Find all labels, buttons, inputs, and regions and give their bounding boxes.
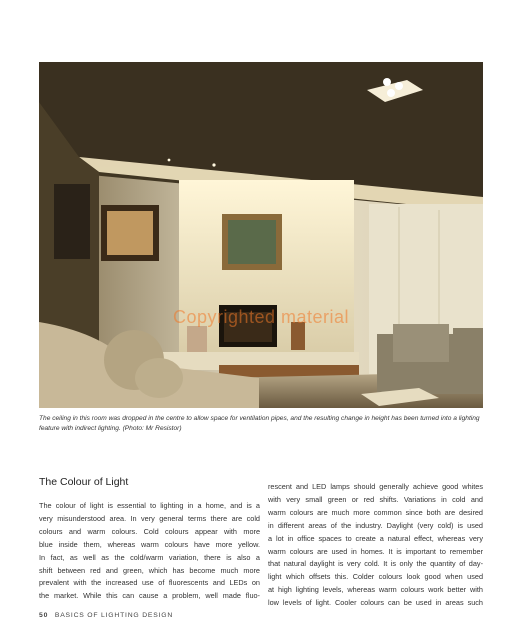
left-column [39,500,260,603]
body-line: The colour of light is essential to lighting in a home, and is a [39,501,260,510]
body-line: at high lighting levels, whereas warm colours work better with [268,585,483,595]
body-line: colours and warm colours. Cold colours appear with more [39,526,260,536]
body-line: very misunderstood area. In very general terms there are cold [39,513,260,523]
body-line: a lot in office spaces to create a natural effect, whereas very [268,533,483,543]
body-line: warm colours are used in homes. It is important to remember [268,546,483,556]
body-line: rescent and LED lamps should generally achieve good whites [268,482,483,491]
body-line: blue inside them, whereas warm colours have more yellow. [39,539,260,549]
body-line: prevalent with the increased use of fluorescents and LEDs on [39,578,260,588]
body-line: that natural daylight is very cold. It is only the quantity of day- [268,559,483,569]
room-photo-illustration [39,62,483,408]
page-footer [39,612,173,619]
body-line: in different areas of the industry. Daylight (very cold) is used [268,520,483,530]
running-title: BASICS OF LIGHTING DESIGN [54,612,174,619]
body-line: with very small green or red shifts. Variations in cold and [268,494,483,504]
photo-caption: The ceiling in this room was dropped in the centre to allow space for ventilation pipes, and the resulting change in height has been turned into a lighting feature with indirect lighting. (Photo: Mr Resistor) [39,415,480,432]
body-line: In fact, as well as the cold/warm variation, there is also a [39,552,260,562]
body-line: warm colours are much more common since both are desired [268,507,483,517]
body-line: the market. While this can cause a problem, well made fluo- [39,591,260,601]
right-column [268,481,483,610]
body-line: low levels of light. Cooler colours can be used in areas such [268,598,483,608]
body-line: light which offsets this. Colder colours look good when used [268,572,483,582]
body-line: shift between red and green, which has become much more [39,565,260,575]
section-heading: The Colour of Light [39,476,129,488]
room-photo [39,62,483,408]
page-number: 50 [39,612,49,619]
watermark: Copyrighted material [172,307,350,327]
